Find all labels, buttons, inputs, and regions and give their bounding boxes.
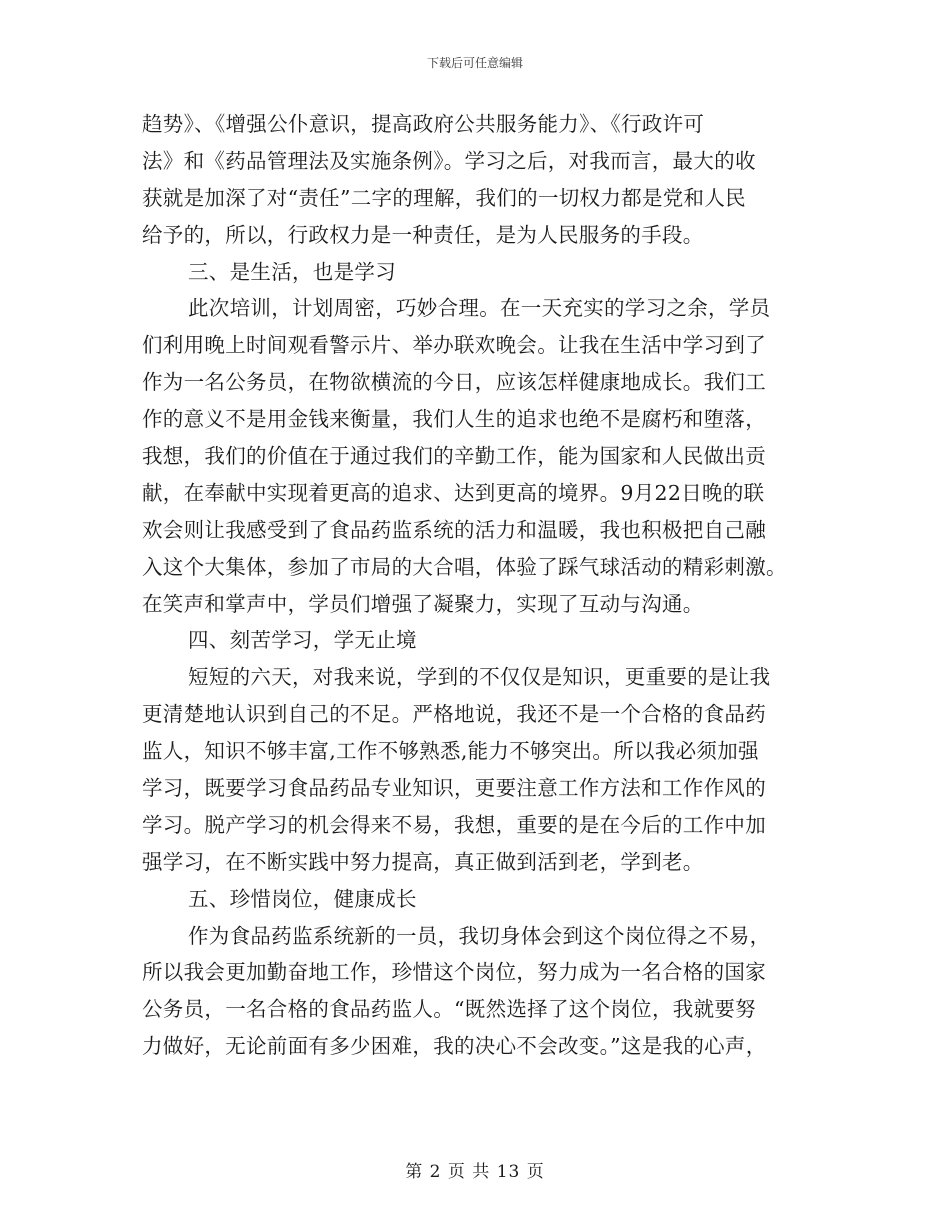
text-line: 四、刻苦学习，学无止境 bbox=[188, 628, 417, 653]
text-line: 五、珍惜岗位，健康成长 bbox=[188, 886, 417, 911]
text-line: 欢会则让我感受到了食品药监系统的活力和温暖，我也积极把自己融 bbox=[142, 517, 766, 542]
text-line: 我想，我们的价值在于通过我们的辛勤工作，能为国家和人民做出贡 bbox=[142, 444, 766, 469]
text-line: 强学习，在不断实践中努力提高，真正做到活到老，学到老。 bbox=[142, 849, 704, 874]
page-number-footer: 第 2 页 共 13 页 bbox=[405, 1162, 545, 1182]
text-line: 入这个大集体，参加了市局的大合唱，体验了踩气球活动的精彩刺激。 bbox=[142, 554, 787, 579]
text-line: 作为一名公务员，在物欲横流的今日，应该怎样健康地成长。我们工 bbox=[142, 370, 766, 395]
text-line: 监人，知识不够丰富,工作不够熟悉,能力不够突出。所以我必须加强 bbox=[142, 739, 759, 764]
text-line: 学习。脱产学习的机会得来不易，我想，重要的是在今后的工作中加 bbox=[142, 812, 766, 837]
text-line: 学习，既要学习食品药品专业知识，更要注意工作方法和工作作风的 bbox=[142, 776, 766, 801]
text-line: 三、是生活，也是学习 bbox=[188, 259, 396, 284]
text-line: 作为食品药监系统新的一员，我切身体会到这个岗位得之不易， bbox=[188, 923, 771, 948]
text-line: 此次培训，计划周密，巧妙合理。在一天充实的学习之余，学员 bbox=[188, 296, 771, 321]
text-line: 在笑声和掌声中，学员们增强了凝聚力，实现了互动与沟通。 bbox=[142, 591, 704, 616]
text-line: 获就是加深了对“责任”二字的理解，我们的一切权力都是党和人民 bbox=[142, 185, 746, 210]
text-line: 趋势》、《增强公仆意识，提高政府公共服务能力》、《行政许可 bbox=[142, 112, 705, 136]
text-line: 短短的六天，对我来说，学到的不仅仅是知识，更重要的是让我 bbox=[188, 665, 771, 690]
text-line: 公务员，一名合格的食品药监人。“既然选择了这个岗位，我就要努 bbox=[142, 997, 756, 1022]
page-header: 下载后可任意编辑 bbox=[426, 56, 523, 70]
text-line: 们利用晚上时间观看警示片、举办联欢晚会。让我在生活中学习到了 bbox=[142, 333, 766, 358]
document-body bbox=[142, 106, 812, 1065]
text-line: 更清楚地认识到自己的不足。严格地说，我还不是一个合格的食品药 bbox=[142, 702, 766, 727]
text-line: 作的意义不是用金钱来衡量，我们人生的追求也绝不是腐朽和堕落， bbox=[142, 407, 766, 432]
text-line: 给予的，所以，行政权力是一种责任，是为人民服务的手段。 bbox=[142, 222, 704, 247]
text-line: 所以我会更加勤奋地工作，珍惜这个岗位，努力成为一名合格的国家 bbox=[142, 960, 766, 985]
text-line: 力做好，无论前面有多少困难，我的决心不会改变。”这是我的心声， bbox=[142, 1034, 767, 1059]
text-line: 献，在奉献中实现着更高的追求、达到更高的境界。9月22日晚的联 bbox=[142, 480, 765, 505]
text-line: 法》和《药品管理法及实施条例》。学习之后，对我而言，最大的收 bbox=[142, 148, 756, 173]
